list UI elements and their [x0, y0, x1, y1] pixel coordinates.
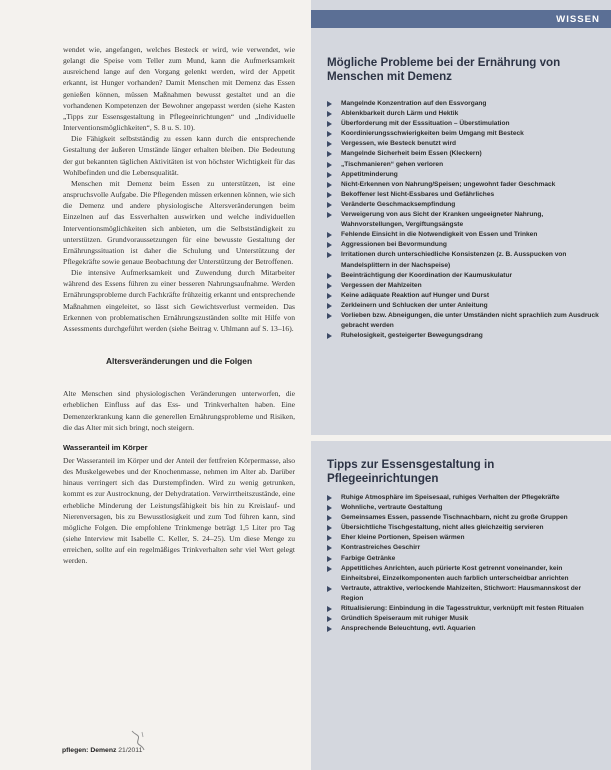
- list-item-text: Fehlende Einsicht in die Notwendigkeit von Essen und Trinken: [341, 231, 538, 239]
- list-item-text: Übersichtliche Tischgestaltung, nicht alles gleichzeitig servieren: [341, 524, 544, 532]
- list-item-text: Mangelnde Konzentration auf den Essvorgang: [341, 100, 487, 107]
- list-item: [327, 513, 602, 523]
- list-item: [327, 493, 602, 503]
- list-item-text: Appetitliches Anrichten, auch pürierte Kost getrennt voneinander, kein Einheitsbrei, Einzelkomponenten auch farblich unterscheidbar anrichten: [341, 564, 569, 582]
- triangle-bullet-icon: [327, 626, 332, 632]
- list-item: [327, 554, 602, 564]
- triangle-bullet-icon: [327, 495, 332, 501]
- triangle-bullet-icon: [327, 616, 332, 622]
- triangle-bullet-icon: [327, 525, 332, 531]
- body-paragraph: Der Wasseranteil im Körper und der Anteil der fettfreien Körpermasse, also des Muskelgewebes und der Knochenmasse, nehmen im Alter ab. Darüber hinaus verringert sich das Durstempfinden. Wird zu wenig getrunken, kommt es zur Austrocknung, der Dehydratation. Verwirrtheitszustände, eine erhebliche Minderung der Leistungsfähigkeit bis hin zu Kreislauf- und Nierenversagen, bis zu Bewusstlosigkeit und zum Tod führen kann, sind mögliche Folgen. Die empfohlene Trinkmenge beträgt 1,5 Liter pro Tag (siehe Interview mit Isabelle C. Keller, S. 24–25). Um diese Menge zu erreichen, sollte auf ein regelmäßiges Trinkverhalten sehr viel Wert gelegt werden.: [63, 456, 295, 566]
- list-item-text: Ritualisierung: Einbindung in die Tagesstruktur, verknüpft mit festen Ritualen: [341, 605, 584, 613]
- list-item-text: Ruhelosigkeit, gesteigerter Bewegungsdrang: [341, 332, 483, 340]
- triangle-bullet-icon: [327, 556, 332, 562]
- list-item-text: Gründlich Speiseraum mit ruhiger Musik: [341, 615, 469, 623]
- list-item-text: Bekoffener lest Nicht-Essbares und Gefährliches: [341, 190, 495, 198]
- list-item-text: Farbige Getränke: [341, 554, 396, 562]
- triangle-bullet-icon: [327, 283, 332, 289]
- list-item-text: Koordinierungsschwierigkeiten beim Umgang mit Besteck: [341, 130, 524, 138]
- triangle-bullet-icon: [327, 333, 332, 339]
- list-item-text: Zerkleinern und Schlucken der unter Anleitung: [341, 301, 488, 309]
- list-item: [327, 311, 602, 331]
- list-item: [327, 271, 602, 281]
- list-item-text: Appetitminderung: [341, 170, 398, 178]
- triangle-bullet-icon: [327, 202, 332, 208]
- list-item: [327, 523, 602, 533]
- list-item-text: Nicht-Erkennen von Nahrung/Speisen; ungewohnt fader Geschmack: [341, 180, 556, 188]
- triangle-bullet-icon: [327, 242, 332, 248]
- triangle-bullet-icon: [327, 121, 332, 127]
- list-item-text: Mangelnde Sicherheit beim Essen (Kleckern): [341, 150, 482, 158]
- list-item: [327, 281, 602, 291]
- triangle-bullet-icon: [327, 273, 332, 279]
- list-item: [327, 584, 602, 604]
- list-item: [327, 210, 602, 230]
- subheading: Wasseranteil im Körper: [63, 442, 148, 452]
- list-item-text: Wohnliche, vertraute Gestaltung: [341, 504, 443, 512]
- list-item-text: Vertraute, attraktive, verlockende Mahlzeiten, Stichwort: Hausmannskost der Region: [341, 584, 582, 602]
- section-banner: [311, 10, 611, 28]
- triangle-bullet-icon: [327, 586, 332, 592]
- list-item: [327, 301, 602, 311]
- box2-list: [327, 493, 602, 634]
- triangle-bullet-icon: [327, 101, 332, 107]
- list-item: [327, 99, 602, 109]
- list-item: [327, 564, 602, 584]
- box1-title: Mögliche Probleme bei der Ernährung von Menschen mit Demenz: [327, 56, 561, 83]
- list-item-text: Gemeinsames Essen, passende Tischnachbarn, nicht zu große Gruppen: [341, 514, 568, 522]
- triangle-bullet-icon: [327, 313, 332, 319]
- list-item-text: Kontrastreiches Geschirr: [341, 544, 421, 552]
- section-heading: Altersveränderungen und die Folgen: [105, 356, 253, 367]
- body-paragraph: Alte Menschen sind physiologischen Veränderungen unterworfen, die erheblichen Einfluss auf das Ess- und Trinkverhalten haben. Eine Demenzerkrankung kann die generellen Ernährungsprobleme und Risiken, die das Alter mit sich bringt, noch steigern.: [63, 389, 295, 432]
- list-item: [327, 170, 602, 180]
- list-item: [327, 533, 602, 543]
- triangle-bullet-icon: [327, 151, 332, 157]
- list-item: [327, 200, 602, 210]
- list-item: [327, 250, 602, 270]
- body-paragraph: wendet wie, angefangen, welches Besteck er wird, wie verwendet, wie gelangt die Speise vom Teller zum Mund, kann die Aufmerksamkeit ausreichend lange auf den Vorgang gelenkt werden, wird der Appetit erkannt, ist Hunger vorhanden? Damit Menschen mit Demenz das Essen genießen können, müssen Maßnahmen bewusst gestaltet und an die vorhandenen Kompetenzen der Bewohner angepasst werden (siehe Kasten „Tipps zur Essensgestaltung in Pflegeeinrichtungen“ und „Individuelle Interventionsmöglichkeiten“, S. 8 u. S. 10).: [63, 45, 295, 133]
- list-item-text: Überforderung mit der Esssituation – Überstimulation: [341, 120, 510, 128]
- box1-list: [327, 99, 602, 341]
- list-item: [327, 543, 602, 553]
- triangle-bullet-icon: [327, 131, 332, 137]
- list-item-text: Vorlieben bzw. Abneigungen, die unter Umständen nicht sprachlich zum Ausdruck gebracht werden: [341, 311, 599, 330]
- triangle-bullet-icon: [327, 172, 332, 178]
- list-item-text: Irritationen durch unterschiedliche Konsistenzen (z. B. Ausspucken von Mandelsplittern in der Nachspeise): [341, 251, 567, 269]
- list-item: [327, 331, 602, 341]
- list-item: [327, 149, 602, 159]
- triangle-bullet-icon: [327, 111, 332, 117]
- list-item-text: Ruhige Atmosphäre im Speisesaal, ruhiges Verhalten der Pflegekräfte: [341, 494, 560, 501]
- triangle-bullet-icon: [327, 192, 332, 198]
- footer-issue: 21/2011: [118, 747, 143, 754]
- triangle-bullet-icon: [327, 606, 332, 612]
- list-item-text: Veränderte Geschmacksempfindung: [341, 200, 456, 208]
- triangle-bullet-icon: [327, 515, 332, 521]
- list-item: [327, 230, 602, 240]
- list-item-text: Ansprechende Beleuchtung, evtl. Aquarien: [341, 625, 476, 633]
- triangle-bullet-icon: [327, 162, 332, 168]
- list-item-text: „Tischmanieren“ gehen verloren: [341, 160, 444, 168]
- section-label: WISSEN: [556, 14, 600, 25]
- list-item-text: Beeinträchtigung der Koordination der Kaumuskulatur: [341, 271, 513, 279]
- list-item-text: Vergessen der Mahlzeiten: [341, 281, 422, 289]
- list-item-text: Keine adäquate Reaktion auf Hunger und Durst: [341, 291, 490, 299]
- list-item-text: Verweigerung von aus Sicht der Kranken ungeeigneter Nahrung, Wahnvorstellungen, Vergiftungsängste: [341, 211, 544, 229]
- box-divider: [311, 435, 611, 441]
- list-item: [327, 190, 602, 200]
- page-footer: [62, 747, 142, 754]
- box2-title: Tipps zur Essensgestaltung in Pflegeeinrichtungen: [327, 458, 495, 485]
- list-item: [327, 614, 602, 624]
- footer-journal: pflegen: Demenz: [62, 747, 117, 754]
- body-paragraph: Die Fähigkeit selbstständig zu essen kann durch die entsprechende Gestaltung der äußeren Umstände länger erhalten bleiben. Die Bedeutung der gut bekannten täglichen Aktivitäten ist von höchster Wichtigkeit für das Wohlbefinden und die Lebensqualität.: [63, 134, 295, 177]
- body-paragraph: Die intensive Aufmerksamkeit und Zuwendung durch Mitarbeiter während des Essens führen zu einer besseren Nahrungsaufnahme. Werden Ernährungsprobleme durch Fachkräfte frühzeitig erkannt und entsprechende Maßnahmen eingeleitet, so lässt sich Gewichtsverlust vermeiden. Das Erkennen von problematischen Ernährungszuständen sollte mit Hilfe von Assessments durchgeführt werden (siehe Beitrag v. Uhlmann auf S. 13–16).: [63, 268, 295, 333]
- triangle-bullet-icon: [327, 141, 332, 147]
- triangle-bullet-icon: [327, 252, 332, 258]
- list-item-text: Eher kleine Portionen, Speisen wärmen: [341, 534, 465, 542]
- triangle-bullet-icon: [327, 545, 332, 551]
- list-item: [327, 240, 602, 250]
- triangle-bullet-icon: [327, 535, 332, 541]
- list-item: [327, 624, 602, 634]
- list-item-text: Ablenkbarkeit durch Lärm und Hektik: [341, 110, 459, 118]
- list-item: [327, 604, 602, 614]
- triangle-bullet-icon: [327, 505, 332, 511]
- list-item: [327, 503, 602, 513]
- list-item: [327, 160, 602, 170]
- list-item: [327, 129, 602, 139]
- list-item-text: Vergessen, wie Besteck benutzt wird: [341, 140, 457, 148]
- triangle-bullet-icon: [327, 212, 332, 218]
- article-body: [63, 44, 295, 567]
- triangle-bullet-icon: [327, 293, 332, 299]
- list-item: [327, 139, 602, 149]
- list-item-text: Aggressionen bei Bevormundung: [341, 241, 447, 249]
- list-item: [327, 291, 602, 301]
- triangle-bullet-icon: [327, 182, 332, 188]
- list-item: [327, 180, 602, 190]
- triangle-bullet-icon: [327, 566, 332, 572]
- body-paragraph: Menschen mit Demenz beim Essen zu unterstützen, ist eine anspruchsvolle Aufgabe. Die Pflegenden müssen erkennen können, wie sich die Demenz und andere physiologische Altersveränderungen beim Einzelnen auf das Essverhalten auswirken und welche individuellen Interventionsmöglichkeiten sich anbieten, um die Selbstständigkeit zu unterstützen. Grundvoraussetzungen für eine bewusste Gestaltung der Ernährungssituation ist daher die Schulung und Unterstützung der Pflegekräfte sowie genaue Beobachtung der Unterstützung der Betroffenen.: [63, 178, 295, 266]
- triangle-bullet-icon: [327, 303, 332, 309]
- list-item: [327, 109, 602, 119]
- list-item: [327, 119, 602, 129]
- triangle-bullet-icon: [327, 232, 332, 238]
